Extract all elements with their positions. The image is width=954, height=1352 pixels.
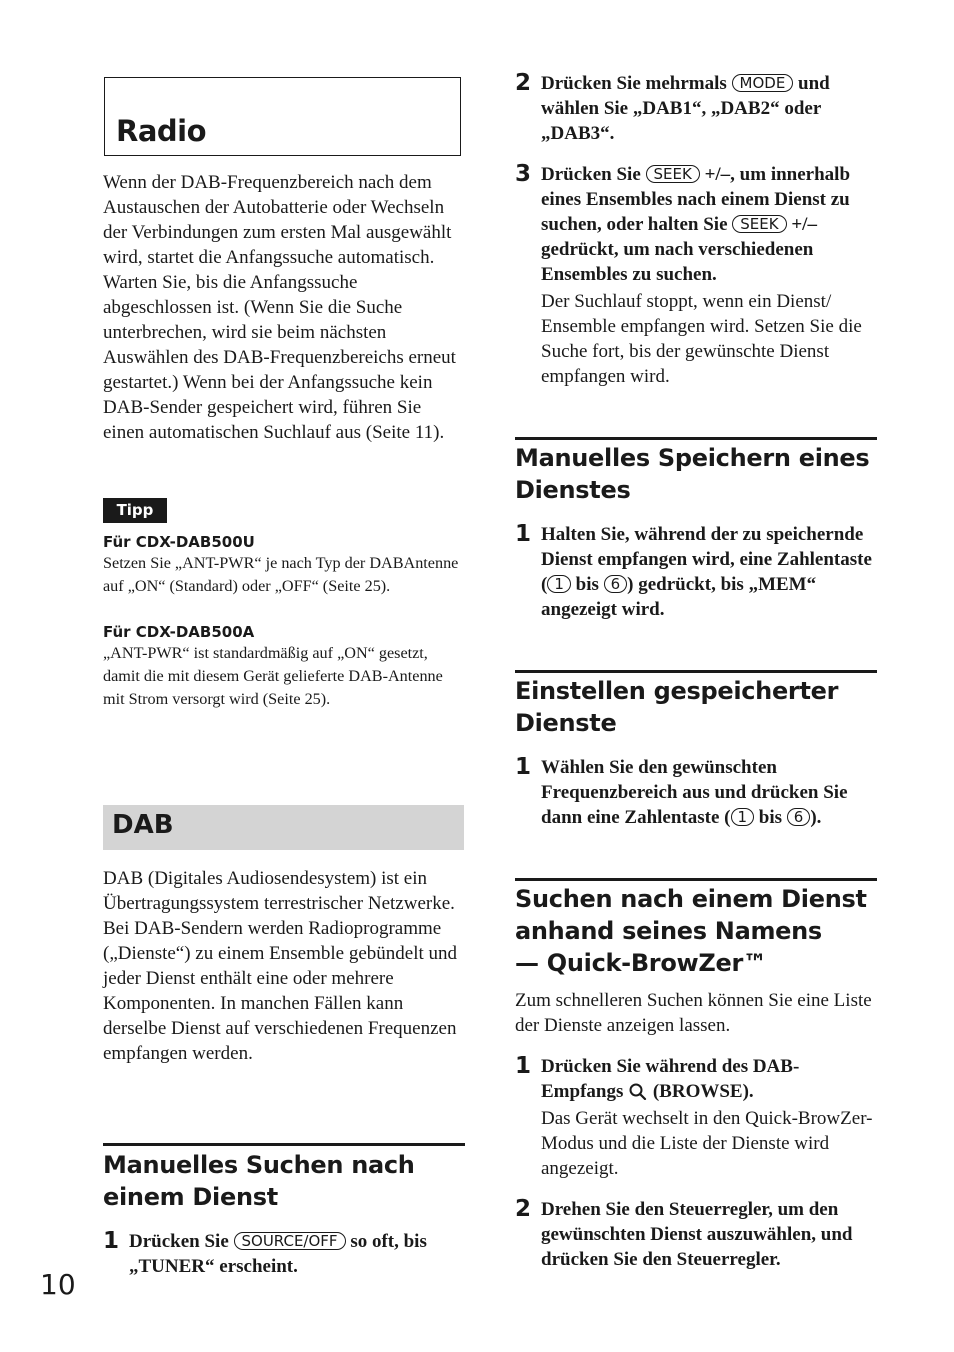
step-text-pre: Wählen Sie den gewünschten Frequenzbereich aus und drücken Sie dann eine Zahlentaste ( bbox=[541, 757, 848, 828]
source-off-key: SOURCE/OFF bbox=[234, 1232, 346, 1250]
manual-store-step-1 bbox=[515, 522, 877, 622]
step-number: 1 bbox=[515, 521, 532, 547]
step-note: Das Gerät wechselt in den Quick-BrowZer-Modus und die Liste der Dienste wird angezeigt. bbox=[541, 1108, 873, 1179]
step-text-pre: Halten Sie, während der zu speichernde Dienst empfangen wird, eine Zahlentaste ( bbox=[541, 524, 872, 595]
dab-intro: DAB (Digitales Audiosendesystem) ist ein Übertragungssystem terrestrischer Netzwerke. Bei DAB-Sendern werden Radioprogramme („Dienste“) zu einem Ensemble gebündelt und jeder Dienst enthält eine oder mehrere Komponenten. In manchen Fällen kann derselbe Dienst auf verschiedenen Frequenzen empfangen werden. bbox=[103, 868, 458, 1064]
number-key-6: 6 bbox=[604, 575, 628, 593]
dab-title-band bbox=[103, 805, 464, 850]
step-text-post: (BROWSE). bbox=[652, 1081, 754, 1102]
dab-title: DAB bbox=[112, 810, 174, 840]
step-text-mid: +/–, um innerhalb eines Ensembles nach einem Dienst zu suchen, oder halten Sie bbox=[541, 164, 851, 235]
manual-search-step-1 bbox=[103, 1229, 465, 1279]
page-number: 10 bbox=[40, 1268, 76, 1301]
recall-title: Einstellen gespeicherter Dienste bbox=[515, 677, 839, 737]
radio-title-box bbox=[104, 77, 461, 156]
step-number: 2 bbox=[515, 1196, 532, 1222]
seek-key: SEEK bbox=[732, 215, 786, 233]
quick-browzer-intro: Zum schnelleren Suchen können Sie eine Liste der Dienste anzeigen lassen. bbox=[515, 990, 872, 1036]
tip-model-1: Für CDX-DAB500U bbox=[103, 533, 255, 551]
mode-key: MODE bbox=[732, 74, 794, 92]
step-text-mid: bis bbox=[758, 807, 783, 828]
step-note: Der Suchlauf stoppt, wenn ein Dienst/ Ensemble empfangen wird. Setzen Sie die Suche fort, bis der gewünschte Dienst empfangen wird. bbox=[541, 291, 862, 387]
radio-title: Radio bbox=[116, 114, 207, 148]
section-divider bbox=[515, 878, 877, 881]
step-text-pre: Drücken Sie mehrmals bbox=[541, 73, 727, 94]
step-number: 1 bbox=[515, 1053, 532, 1079]
step-text-pre: Drücken Sie während des DAB-Empfangs bbox=[541, 1056, 800, 1102]
tip-text-1: Setzen Sie „ANT-PWR“ je nach Typ der DABAntenne auf „ON“ (Standard) oder „OFF“ (Seite 25). bbox=[103, 554, 459, 595]
number-key-1: 1 bbox=[731, 808, 755, 826]
tip-badge: Tipp bbox=[103, 498, 167, 523]
step-number: 2 bbox=[515, 70, 532, 96]
quick-browzer-title bbox=[515, 883, 877, 979]
tip-block bbox=[103, 532, 465, 711]
section-divider bbox=[515, 670, 877, 673]
step-text-pre: Drücken Sie bbox=[129, 1231, 229, 1252]
step-text bbox=[541, 71, 877, 146]
title-line-2: anhand seines Namens bbox=[515, 917, 822, 945]
tip-text-2: „ANT-PWR“ ist standardmäßig auf „ON“ gesetzt, damit die mit diesem Gerät gelieferte DAB-Antenne mit Strom versorgt wird (Seite 25). bbox=[103, 644, 443, 708]
seek-key: SEEK bbox=[646, 165, 700, 183]
step-text-mid: bis bbox=[575, 574, 599, 595]
search-icon bbox=[628, 1082, 648, 1100]
step-text-pre: Drücken Sie bbox=[541, 164, 641, 185]
quick-browzer-step-2 bbox=[515, 1197, 877, 1272]
section-divider bbox=[103, 1143, 465, 1146]
manual-search-step-3 bbox=[515, 162, 877, 389]
title-line-3: — Quick-BrowZer™ bbox=[515, 949, 767, 977]
number-key-1: 1 bbox=[547, 575, 571, 593]
tip-model-2: Für CDX-DAB500A bbox=[103, 623, 255, 641]
step-text bbox=[129, 1229, 465, 1279]
step-number: 1 bbox=[103, 1228, 120, 1254]
recall-step-1 bbox=[515, 755, 877, 830]
step-text-post: +/– gedrückt, um nach verschiedenen Ensembles zu suchen. bbox=[541, 214, 817, 285]
step-text bbox=[541, 162, 877, 287]
number-key-6: 6 bbox=[787, 808, 811, 826]
step-number: 3 bbox=[515, 161, 532, 187]
step-text bbox=[541, 1054, 877, 1104]
title-line-1: Suchen nach einem Dienst bbox=[515, 885, 867, 913]
step-text-post: ) gedrückt, bis „MEM“ angezeigt wird. bbox=[541, 574, 817, 620]
step-text bbox=[541, 755, 877, 830]
step-text: Drehen Sie den Steuerregler, um den gewünschten Dienst auszuwählen, und drücken Sie den Steuerregler. bbox=[541, 1199, 853, 1270]
manual-search-step-2 bbox=[515, 71, 877, 146]
manual-search-title: Manuelles Suchen nach einem Dienst bbox=[103, 1151, 415, 1211]
quick-browzer-step-1 bbox=[515, 1054, 877, 1181]
radio-intro: Wenn der DAB-Frequenzbereich nach dem Austauschen der Autobatterie oder Wechseln der Verbindungen zum ersten Mal ausgewählt wird, startet die Anfangssuche automatisch. Warten Sie, bis die Anfangssuche abgeschlossen ist. (Wenn Sie die Suche unterbrechen, wird sie beim nächsten Auswählen des DAB-Frequenzbereichs erneut gestartet.) Wenn bei der Anfangssuche kein DAB-Sender gespeichert wird, führen Sie einen automatischen Suchlauf aus (Seite 11). bbox=[103, 172, 456, 443]
step-text-post: und wählen Sie „DAB1“, „DAB2“ oder „DAB3“. bbox=[541, 73, 830, 144]
section-divider bbox=[515, 437, 877, 440]
step-number: 1 bbox=[515, 754, 532, 780]
step-text bbox=[541, 522, 877, 622]
manual-store-title: Manuelles Speichern eines Dienstes bbox=[515, 444, 870, 504]
step-text-post: ). bbox=[810, 807, 822, 828]
step-text-post: so oft, bis „TUNER“ erscheint. bbox=[129, 1231, 427, 1277]
